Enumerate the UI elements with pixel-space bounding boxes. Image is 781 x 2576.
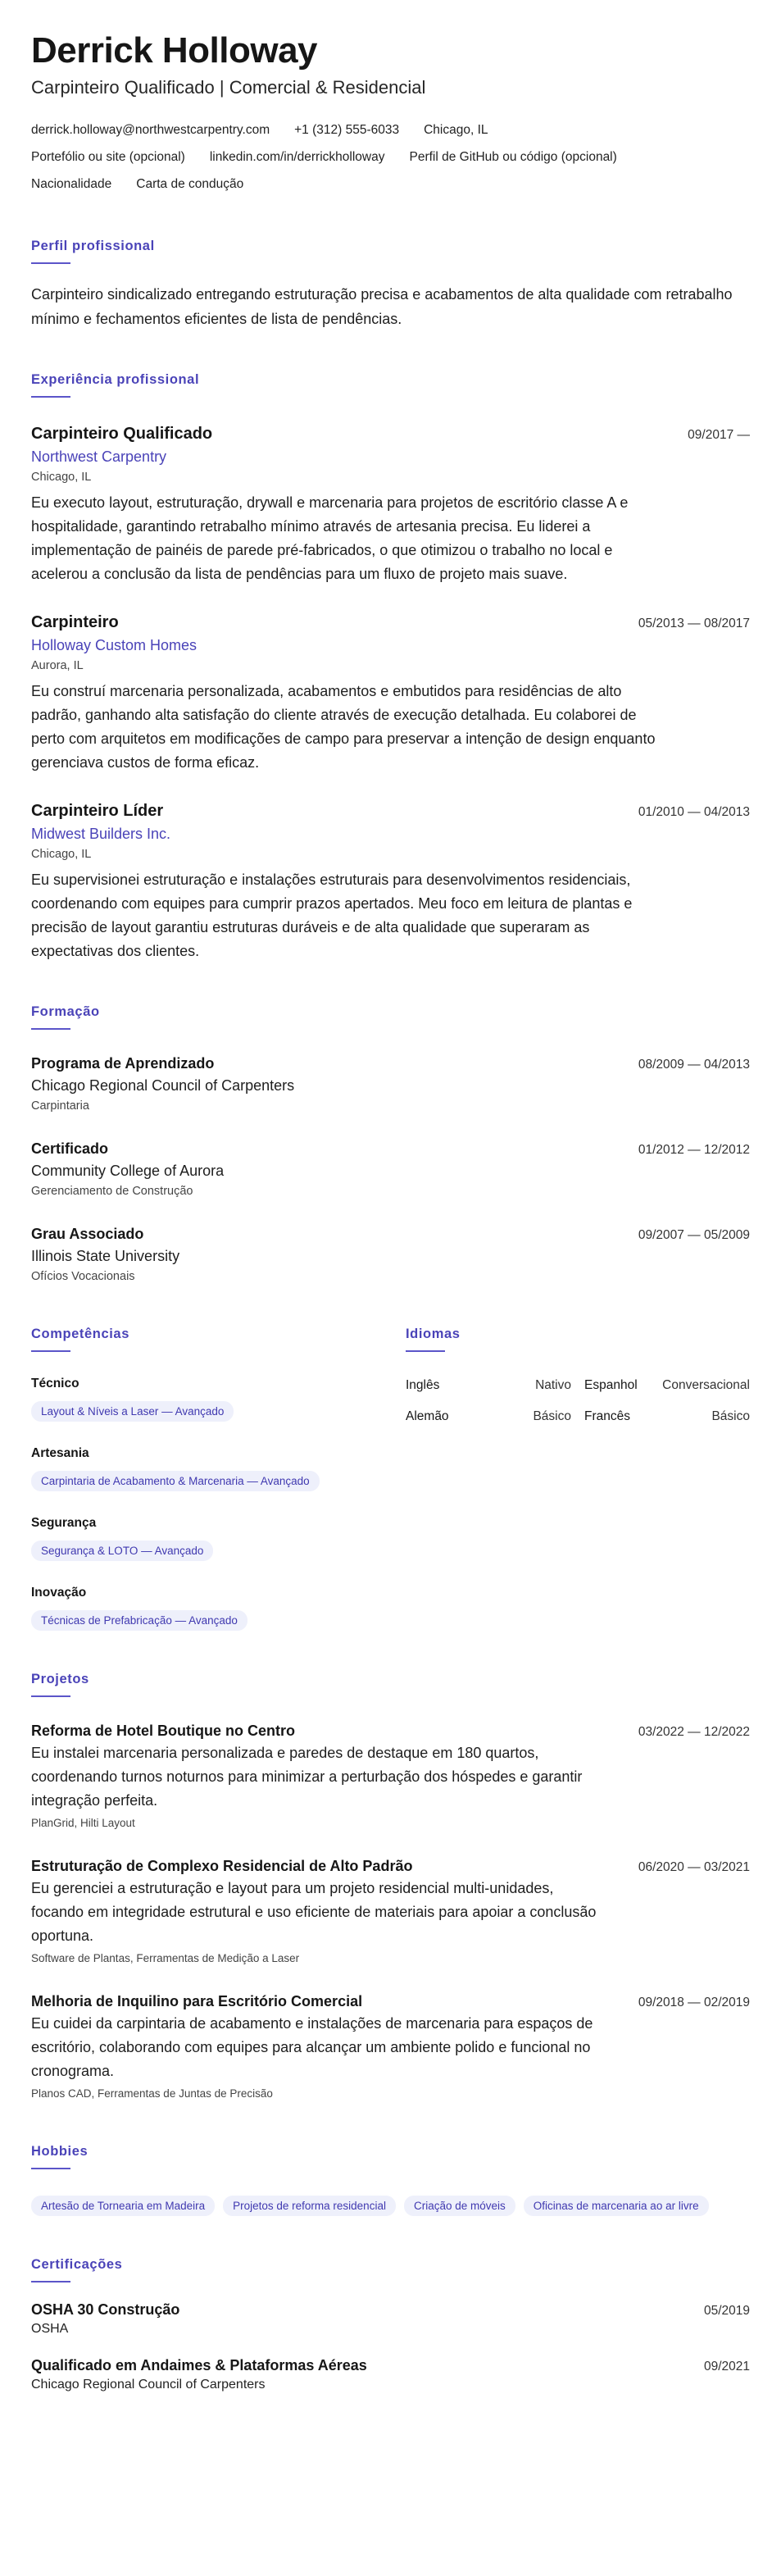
degree-title: Certificado (31, 1140, 109, 1157)
contact-location: Chicago, IL (424, 123, 488, 137)
section-title-hobbies: Hobbies (31, 2144, 89, 2159)
education-entry (31, 1223, 750, 1286)
languages-section (406, 1325, 750, 1631)
language-item (584, 1377, 750, 1395)
language-level: Nativo (535, 1378, 571, 1392)
skill-category: Técnico (31, 1377, 79, 1390)
education-entry (31, 1138, 750, 1200)
contact-email[interactable]: derrick.holloway@northwestcarpentry.com (31, 123, 270, 137)
school-name: Community College of Aurora (31, 1163, 225, 1179)
section-divider (31, 2281, 70, 2282)
hobby-chip: Criação de móveis (404, 2196, 515, 2216)
contact-linkedin[interactable]: linkedin.com/in/derrickholloway (209, 150, 385, 164)
certification-name: OSHA 30 Construção (31, 2301, 180, 2318)
hobby-chip: Projetos de reforma residencial (223, 2196, 396, 2216)
certification-date: 09/2021 (703, 2360, 750, 2373)
education-dates: 01/2012 — 12/2012 (638, 1143, 750, 1157)
section-title-education: Formação (31, 1004, 100, 1019)
job-dates: 01/2010 — 04/2013 (638, 805, 750, 819)
language-level: Básico (533, 1409, 571, 1423)
experience-entry (31, 611, 750, 775)
hobby-chip: Artesão de Tornearia em Madeira (31, 2196, 215, 2216)
profile-summary: Carpinteiro sindicalizado entregando estruturação precisa e acabamentos de alta qualidade com retrabalho mínimo e fechamentos eficientes de lista de pendências. (31, 286, 733, 327)
resume-header (31, 28, 750, 100)
school-name: Illinois State University (31, 1248, 180, 1264)
hobbies-section (31, 2142, 750, 2216)
language-item (406, 1377, 571, 1395)
job-location: Aurora, IL (31, 659, 84, 672)
education-section (31, 1003, 750, 1286)
skill-category: Inovação (31, 1586, 87, 1600)
project-dates: 09/2018 — 02/2019 (638, 1996, 750, 2009)
education-dates: 09/2007 — 05/2009 (638, 1228, 750, 1242)
language-name: Inglês (406, 1378, 440, 1392)
contact-github[interactable]: Perfil de GitHub ou código (opcional) (409, 150, 617, 164)
contact-phone[interactable]: +1 (312) 555-6033 (294, 123, 400, 137)
certification-issuer: OSHA (31, 2322, 69, 2336)
job-company: Holloway Custom Homes (31, 637, 198, 653)
skills-languages-row (31, 1325, 750, 1631)
project-entry (31, 1855, 750, 1968)
section-title-projects: Projetos (31, 1672, 89, 1686)
language-level: Básico (711, 1409, 750, 1423)
language-item (584, 1408, 750, 1426)
experience-entry (31, 799, 750, 963)
skill-category: Segurança (31, 1516, 97, 1530)
certifications-section (31, 2255, 750, 2394)
job-company: Midwest Builders Inc. (31, 826, 171, 842)
job-location: Chicago, IL (31, 471, 92, 484)
skill-chip: Carpintaria de Acabamento & Marcenaria — Avançado (31, 1471, 320, 1491)
certification-entry (31, 2355, 750, 2394)
project-dates: 03/2022 — 12/2022 (638, 1725, 750, 1739)
project-description: Eu instalei marcenaria personalizada e paredes de destaque em 180 quartos, coordenando turnos noturnos para minimizar a perturbação dos hóspedes e garantir integração perfeita. (31, 1745, 583, 1809)
hobby-chip: Oficinas de marcenaria ao ar livre (524, 2196, 709, 2216)
degree-title: Programa de Aprendizado (31, 1055, 215, 1072)
job-company: Northwest Carpentry (31, 448, 167, 465)
section-title-skills: Competências (31, 1327, 129, 1341)
section-title-languages: Idiomas (406, 1327, 461, 1341)
section-divider (406, 1350, 445, 1352)
project-entry (31, 1720, 750, 1832)
certification-issuer: Chicago Regional Council of Carpenters (31, 2378, 266, 2392)
language-item (406, 1408, 571, 1426)
project-description: Eu cuidei da carpintaria de acabamento e instalações de marcenaria para espaços de escritório, colaborando com equipes para alcançar um ambiente polido e funcional no cronograma. (31, 2015, 593, 2079)
language-name: Francês (584, 1409, 630, 1423)
project-dates: 06/2020 — 03/2021 (638, 1860, 750, 1874)
job-location: Chicago, IL (31, 848, 92, 861)
job-description: Eu construí marcenaria personalizada, acabamentos e embutidos para residências de alto padrão, ganhando alta satisfação do cliente através de execução detalhada. Eu colaborei de perto com arquitetos em modificações de campo para preservar a intenção de design enquanto gerenciava custos de forma eficaz. (31, 683, 656, 771)
skills-section (31, 1325, 406, 1631)
skill-chip: Técnicas de Prefabricação — Avançado (31, 1610, 247, 1631)
section-divider (31, 2168, 70, 2169)
project-name: Reforma de Hotel Boutique no Centro (31, 1723, 296, 1739)
section-divider (31, 1028, 70, 1030)
language-name: Espanhol (584, 1378, 638, 1392)
section-divider (31, 1695, 70, 1697)
project-name: Melhoria de Inquilino para Escritório Comercial (31, 1993, 363, 2009)
skill-chip: Segurança & LOTO — Avançado (31, 1541, 213, 1561)
section-title-profile: Perfil profissional (31, 239, 155, 253)
skill-group (31, 1584, 406, 1631)
certification-date: 05/2019 (703, 2304, 750, 2318)
experience-section (31, 371, 750, 963)
project-description: Eu gerenciei a estruturação e layout para um projeto residencial multi-unidades, focando em integridade estrutural e uso eficiente de materiais para apoiar a conclusão oportuna. (31, 1880, 597, 1944)
job-dates: 05/2013 — 08/2017 (638, 617, 750, 630)
study-field: Carpintaria (31, 1099, 89, 1113)
job-title: Carpinteiro (31, 613, 119, 631)
section-title-certifications: Certificações (31, 2257, 123, 2272)
candidate-name: Derrick Holloway (31, 30, 318, 71)
contact-portfolio[interactable]: Portefólio ou site (opcional) (31, 150, 185, 164)
school-name: Chicago Regional Council of Carpenters (31, 1077, 295, 1094)
education-entry (31, 1053, 750, 1115)
language-name: Alemão (406, 1409, 449, 1423)
project-tools: Planos CAD, Ferramentas de Juntas de Precisão (31, 2087, 273, 2100)
section-divider (31, 396, 70, 398)
contact-nationality: Nacionalidade (31, 177, 112, 191)
project-entry (31, 1991, 750, 2103)
section-divider (31, 1350, 70, 1352)
job-title: Carpinteiro Líder (31, 802, 164, 820)
study-field: Gerenciamento de Construção (31, 1185, 193, 1198)
job-title: Carpinteiro Qualificado (31, 425, 213, 443)
certification-name: Qualificado em Andaimes & Plataformas Aéreas (31, 2357, 367, 2373)
study-field: Ofícios Vocacionais (31, 1270, 135, 1283)
language-level: Conversacional (662, 1378, 750, 1392)
section-title-experience: Experiência profissional (31, 372, 200, 387)
skill-group (31, 1375, 406, 1422)
section-divider (31, 262, 70, 264)
project-tools: PlanGrid, Hilti Layout (31, 1817, 135, 1829)
skill-category: Artesania (31, 1446, 89, 1460)
skill-group (31, 1514, 406, 1561)
projects-section (31, 1670, 750, 2103)
skill-chip: Layout & Níveis a Laser — Avançado (31, 1401, 234, 1422)
experience-entry (31, 422, 750, 586)
degree-title: Grau Associado (31, 1226, 144, 1242)
job-description: Eu supervisionei estruturação e instalações estruturais para desenvolvimentos residenciais, coordenando com equipes para cumprir prazos apertados. Meu foco em leitura de plantas e precisão de layout garantiu estruturas duráveis e de alta qualidade que superaram as expectativas dos clientes. (31, 872, 633, 959)
project-name: Estruturação de Complexo Residencial de Alto Padrão (31, 1858, 413, 1874)
contact-driving-license: Carta de condução (136, 177, 244, 191)
certification-entry (31, 2299, 750, 2338)
project-tools: Software de Plantas, Ferramentas de Medição a Laser (31, 1952, 300, 1964)
job-dates: 09/2017 — (688, 428, 750, 442)
skill-group (31, 1445, 406, 1491)
candidate-headline: Carpinteiro Qualificado | Comercial & Residencial (31, 77, 426, 98)
contact-info (31, 116, 750, 198)
profile-section (31, 237, 750, 331)
job-description: Eu executo layout, estruturação, drywall e marcenaria para projetos de escritório classe A e hospitalidade, garantindo retrabalho mínimo através de artesania precisa. Eu liderei a implementação de painéis de parede pré-fabricados, o que otimizou o trabalho no local e acelerou a conclusão da lista de pendências para um fluxo de projeto mais suave. (31, 494, 629, 582)
education-dates: 08/2009 — 04/2013 (638, 1058, 750, 1072)
